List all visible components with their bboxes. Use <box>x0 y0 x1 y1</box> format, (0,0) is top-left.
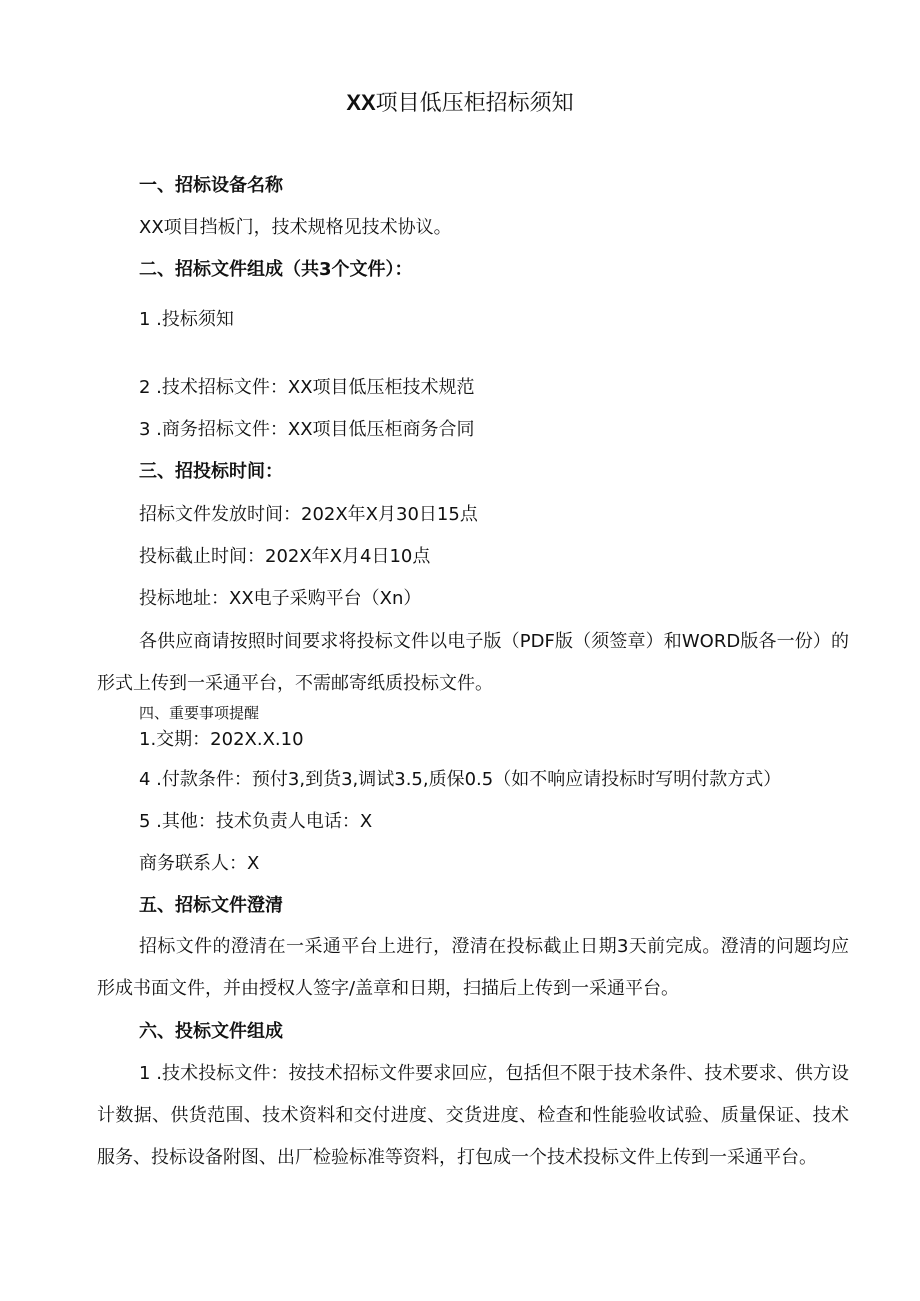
document-title: XX项目低压柜招标须知 <box>346 90 574 116</box>
section-5-heading: 五、招标文件澄清 <box>139 895 283 916</box>
payment-terms: 4 .付款条件：预付3,到货3,调试3.5,质保0.5（如不响应请投标时写明付款方式） <box>139 769 782 790</box>
technical-bid-file-item: 1 .技术投标文件：按技术招标文件要求回应，包括但不限于技术条件、技术要求、供方设计数据、供货范围、技术资料和交付进度、交货进度、检查和性能验收试验、质量保证、技术服务、投标设备附图、出厂检验标准等资料，打包成一个技术投标文件上传到一采通平台。 <box>97 1063 849 1168</box>
section-4-heading: 四、重要事项提醒 <box>139 704 260 722</box>
delivery-date: 1.交期：202X.X.10 <box>139 729 304 750</box>
section-3-heading: 三、招投标时间： <box>139 461 283 482</box>
commercial-contact: 商务联系人：X <box>139 853 260 874</box>
clarification-body: 招标文件的澄清在一采通平台上进行，澄清在投标截止日期3天前完成。澄清的问题均应形成书面文件，并由授权人签字/盖章和日期，扫描后上传到一采通平台。 <box>97 936 849 999</box>
section-2-item-2: 2 .技术招标文件：XX项目低压柜技术规范 <box>139 377 475 398</box>
section-2-item-1: 1 .投标须知 <box>139 309 234 330</box>
bid-address: 投标地址：XX电子采购平台（Xn） <box>139 588 422 609</box>
section-6-heading: 六、投标文件组成 <box>139 1021 283 1042</box>
other-contact: 5 .其他：技术负责人电话：X <box>139 811 373 832</box>
section-2-heading: 二、招标文件组成（共3个文件）： <box>139 259 413 280</box>
release-time: 招标文件发放时间：202X年X月30日15点 <box>139 504 478 525</box>
section-1-body: XX项目挡板门，技术规格见技术协议。 <box>139 217 452 238</box>
submission-note: 各供应商请按照时间要求将投标文件以电子版（PDF版（须签章）和WORD版各一份）的形式上传到一采通平台，不需邮寄纸质投标文件。 <box>97 631 849 694</box>
section-1-heading: 一、招标设备名称 <box>139 175 283 196</box>
bid-deadline: 投标截止时间：202X年X月4日10点 <box>139 546 431 567</box>
section-2-item-3: 3 .商务招标文件：XX项目低压柜商务合同 <box>139 419 475 440</box>
